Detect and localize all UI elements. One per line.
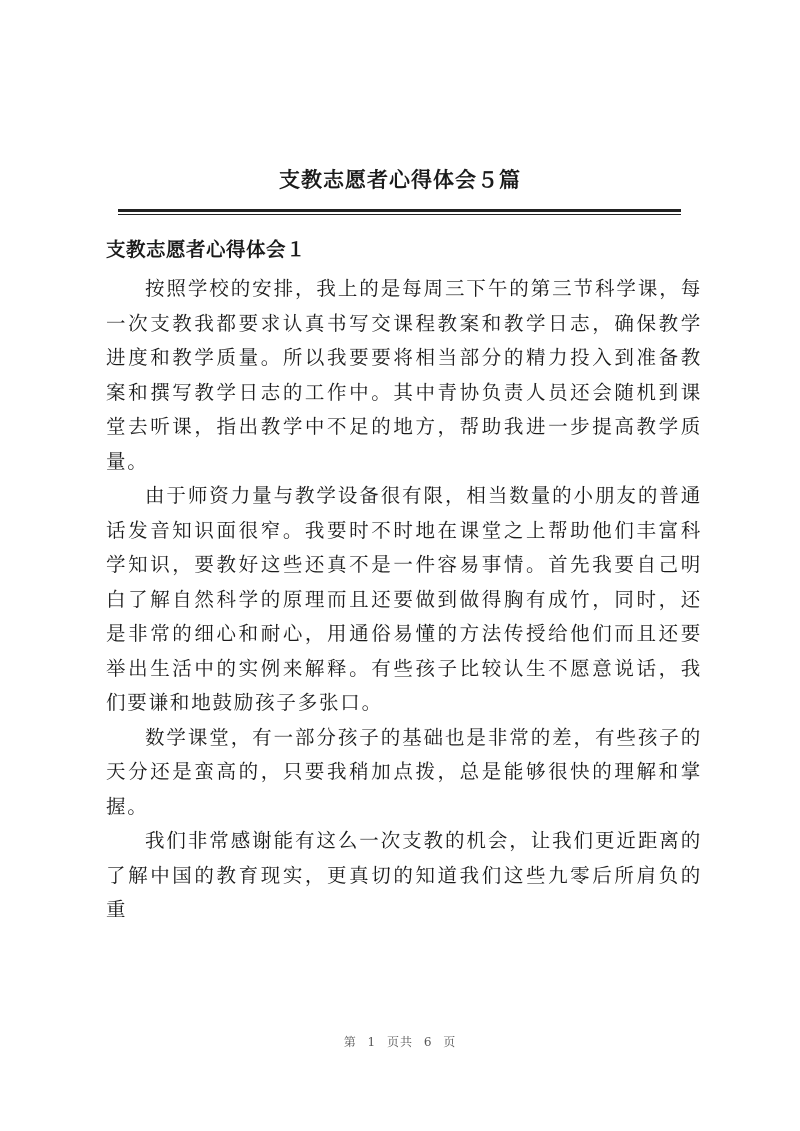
paragraph-4: 我们非常感谢能有这么一次支教的机会，让我们更近距离的了解中国的教育现实，更真切的知道我们这些九零后所肩负的重 [106, 829, 702, 921]
paragraph-3: 数学课堂，有一部分孩子的基础也是非常的差，有些孩子的天分还是蛮高的，只要我稍加点拨，总是能够很快的理解和掌握。 [106, 725, 702, 818]
document-body [106, 272, 702, 928]
title-divider-thin [118, 214, 681, 215]
page-footer: 第 1 页共 6 页 [343, 1035, 457, 1049]
title-divider-thick [118, 209, 681, 212]
document-title: 支教志愿者心得体会５篇 [279, 167, 521, 192]
paragraph-1: 按照学校的安排，我上的是每周三下午的第三节科学课，每一次支教我都要求认真书写交课程教案和教学日志，确保教学进度和教学质量。所以我要要将相当部分的精力投入到准备教案和撰写教学日志的工作中。其中青协负责人员还会随机到课堂去听课，指出教学中不足的地方，帮助我进一步提高教学质量。 [106, 277, 702, 473]
section-heading: 支教志愿者心得体会１ [106, 238, 307, 261]
paragraph-2: 由于师资力量与教学设备很有限，相当数量的小朋友的普通话发音知识面很窄。我要时不时地在课堂之上帮助他们丰富科学知识，要教好这些还真不是一件容易事情。首先我要自己明白了解自然科学的原理而且还要做到做得胸有成竹，同时，还是非常的细心和耐心，用通俗易懂的方法传授给他们而且还要举出生活中的实例来解释。有些孩子比较认生不愿意说话，我们要谦和地鼓励孩子多张口。 [106, 484, 702, 714]
